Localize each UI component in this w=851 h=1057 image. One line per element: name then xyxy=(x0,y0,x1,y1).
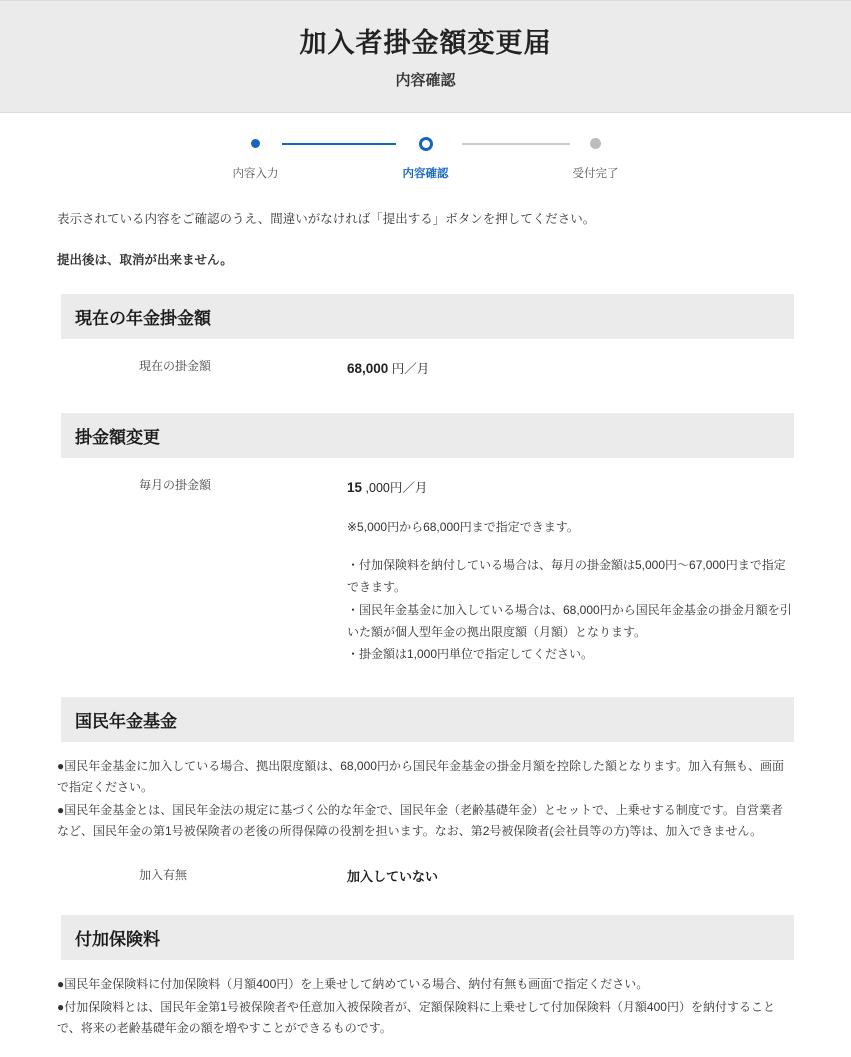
section-heading-national-pension-fund: 国民年金基金 xyxy=(57,697,794,742)
step-item-complete xyxy=(556,135,636,181)
field-value-membership: 加入していない xyxy=(347,869,439,885)
step-dot-wrap-complete xyxy=(556,135,636,153)
main-content xyxy=(0,209,851,1057)
field-label-membership: 加入有無 xyxy=(139,868,188,883)
monthly-premium-note: ※5,000円から68,000円まで指定できます。 xyxy=(347,519,579,534)
current-premium-unit: 円／月 xyxy=(391,362,430,376)
field-value-current-premium xyxy=(347,357,794,381)
additional-premium-paragraph-1: ●国民年金保険料に付加保険料（月額400円）を上乗せして納めている場合、納付有無も画面で指定ください。 xyxy=(57,977,649,992)
field-label-current-premium: 現在の掛金額 xyxy=(139,359,212,373)
field-row-current-premium xyxy=(57,339,794,387)
national-pension-fund-paragraph-1: ●国民年金基金に加入している場合、拠出限度額は、68,000円から国民年金基金の掛金月額を控除した額となります。加入有無も、画面で指定ください。 xyxy=(57,759,784,795)
section-heading-current-premium: 現在の年金掛金額 xyxy=(57,294,794,339)
monthly-premium-bullets xyxy=(347,554,794,665)
progress-stepper xyxy=(0,113,851,191)
field-row-change-premium xyxy=(57,458,794,671)
warning-text: 提出後は、取消が出来ません。 xyxy=(57,253,233,267)
national-pension-fund-description xyxy=(57,756,794,842)
step-item-input[interactable] xyxy=(216,135,296,181)
stepper-connector-done xyxy=(282,143,396,145)
step-item-confirm[interactable] xyxy=(386,135,466,181)
step-dot-todo-icon xyxy=(590,138,601,149)
step-label-complete: 受付完了 xyxy=(572,167,619,180)
step-dot-current-icon xyxy=(419,137,433,151)
step-dot-wrap-input xyxy=(216,135,296,153)
step-label-confirm: 内容確認 xyxy=(402,167,449,180)
monthly-premium-unit: ,000円／月 xyxy=(365,481,428,496)
step-dot-wrap-confirm xyxy=(386,135,466,153)
field-label-monthly-premium: 毎月の掛金額 xyxy=(139,478,212,493)
monthly-premium-bullet-1: ・付加保険料を納付している場合は、毎月の掛金額は5,000円～67,000円まで指定できます。 xyxy=(347,558,786,595)
section-heading-additional-premium: 付加保険料 xyxy=(57,915,794,960)
page-header xyxy=(0,0,851,113)
step-label-input: 内容入力 xyxy=(232,167,279,180)
page-title: 加入者掛金額変更届 xyxy=(299,28,552,58)
intro-text: 表示されている内容をご確認のうえ、間違いがなければ「提出する」ボタンを押してください。 xyxy=(57,211,596,226)
monthly-premium-bullet-2: ・国民年金基金に加入している場合は、68,000円から国民年金基金の掛金月額を引いた額が個人型年金の拠出限度額（月額）となります。 xyxy=(347,602,792,639)
monthly-premium-bullet-3: ・掛金額は1,000円単位で指定してください。 xyxy=(347,646,594,661)
page-subtitle: 内容確認 xyxy=(395,71,456,89)
stepper-connector-todo xyxy=(462,143,570,145)
field-value-monthly-premium xyxy=(347,476,794,665)
section-heading-change-premium: 掛金額変更 xyxy=(57,413,794,458)
bottom-spacer xyxy=(57,1041,794,1057)
step-dot-done-icon xyxy=(251,139,260,148)
monthly-premium-amount: 15 xyxy=(347,480,363,496)
national-pension-fund-paragraph-2: ●国民年金基金とは、国民年金法の規定に基づく公的な年金で、国民年金（老齢基礎年金）とセットで、上乗せする制度です。自営業者など、国民年金の第1号被保険者の老後の所得保障の役割を担います。なお、第2号被保険者(会社員等の方)等は、加入できません。 xyxy=(57,803,783,839)
current-premium-amount: 68,000 xyxy=(347,361,389,376)
additional-premium-paragraph-2: ●付加保険料とは、国民年金第1号被保険者や任意加入被保険者が、定額保険料に上乗せして付加保険料（月額400円）を納付することで、将来の老齢基礎年金の額を増やすことができるものです。 xyxy=(57,1000,775,1036)
stepper-track xyxy=(216,135,636,181)
additional-premium-description xyxy=(57,974,794,1039)
field-row-national-pension-fund-membership xyxy=(57,844,794,889)
